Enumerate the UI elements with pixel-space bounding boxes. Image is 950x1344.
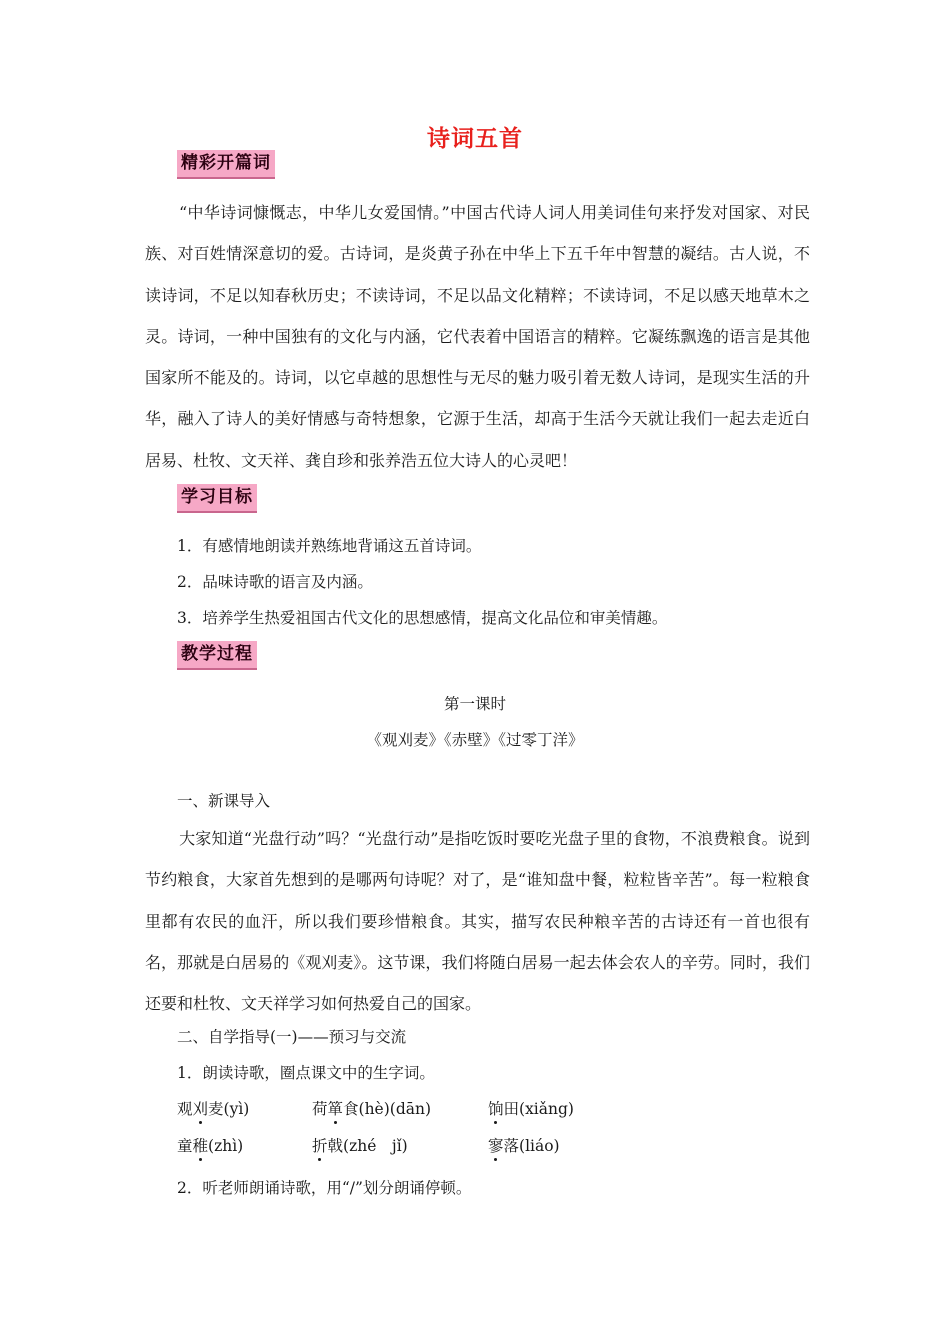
intro-text: 大家知道“光盘行动”吗？“光盘行动”是指吃饭时要吃光盘子里的食物，不浪费粮食。说到节约粮食，大家首先想到的是哪两句诗呢？对了，是“谁知盘中餐，粒粒皆辛苦”。每一粒粮食里都有农民的血汗，所以我们要珍惜粮食。其实，描写农民种粮辛苦的古诗还有一首也很有名，那就是白居易的《观刈麦》。这节课，我们将随白居易一起去体会农人的辛劳。同时，我们还要和杜牧、文天祥学习如何热爱自己的国家。 [145,829,810,1014]
guide-heading: 二、自学指导(一)——预习与交流 [177,1028,407,1046]
vocab-item: 荷箪食(hè)(dān) [312,1100,432,1118]
section-tag-goals: 学习目标 [177,484,257,513]
goal-item: 1．有感情地朗读并熟练地背诵这五首诗词。 [177,537,482,555]
step-1: 1．朗读诗歌，圈点课文中的生字词。 [177,1064,435,1082]
section-tag-process: 教学过程 [177,641,257,670]
vocab-item: 折戟(zhé jǐ) [312,1137,408,1155]
intro-heading: 一、新课导入 [177,792,271,810]
step-2: 2．听老师朗诵诗歌，用“/”划分朗诵停顿。 [177,1179,472,1197]
goal-item: 2．品味诗歌的语言及内涵。 [177,573,373,591]
goal-item: 3．培养学生热爱祖国古代文化的思想感情，提高文化品位和审美情趣。 [177,609,668,627]
vocab-item: 饷田(xiǎng) [488,1100,574,1118]
intro-paragraph [145,818,810,1024]
vocab-item: 观刈麦(yì) [177,1100,250,1118]
opening-text: “中华诗词慷慨志，中华儿女爱国情。”中国古代诗人词人用美词佳句来抒发对国家、对民族、对百姓情深意切的爱。古诗词，是炎黄子孙在中华上下五千年中智慧的凝结。古人说，不读诗词，不足以知春秋历史；不读诗词，不足以品文化精粹；不读诗词，不足以感天地草木之灵。诗词，一种中国独有的文化与内涵，它代表着中国语言的精粹。它凝练飘逸的语言是其他国家所不能及的。诗词，以它卓越的思想性与无尽的魅力吸引着无数人诗词，是现实生活的升华，融入了诗人的美好情感与奇特想象，它源于生活，却高于生活今天就让我们一起去走近白居易、杜牧、文天祥、龚自珍和张养浩五位大诗人的心灵吧！ [145,203,810,470]
page-title: 诗词五首 [427,126,523,152]
lesson-title: 第一课时 [443,695,506,713]
lesson-poems: 《观刈麦》《赤壁》《过零丁洋》 [366,731,584,749]
opening-paragraph [145,192,810,481]
vocab-item: 童稚(zhì) [177,1137,244,1155]
vocab-item: 寥落(liáo) [488,1137,560,1155]
section-tag-opening: 精彩开篇词 [177,150,275,179]
